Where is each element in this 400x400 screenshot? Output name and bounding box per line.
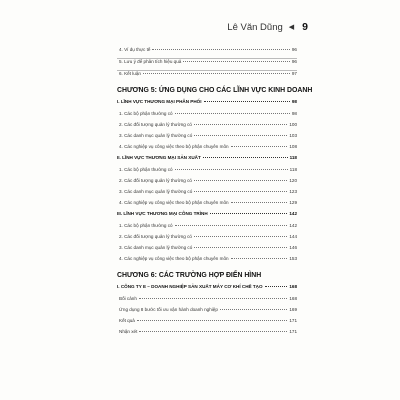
toc-entry xyxy=(117,318,297,329)
toc-entry-title: 2. Các đối tượng quản lý thường có xyxy=(119,234,192,239)
dot-leader xyxy=(194,191,287,192)
toc-entry-title: 4. Các nghiệp vụ công việc theo bộ phận chuyên môn xyxy=(119,256,229,261)
toc-entry-page: 123 xyxy=(289,189,297,194)
dot-leader xyxy=(194,236,287,237)
toc-entry-page: 129 xyxy=(289,200,297,205)
table-of-contents xyxy=(117,47,313,340)
toc-entry xyxy=(117,234,297,245)
toc-section xyxy=(117,211,297,223)
dot-leader xyxy=(175,169,288,170)
toc-entry-title: 1. Các bộ phận thường có xyxy=(119,167,173,172)
running-header xyxy=(227,21,308,33)
toc-entry-page: 168 xyxy=(289,296,297,301)
toc-entry-page: 153 xyxy=(289,256,297,261)
toc-section-title: III. LĨNH VỰC THƯƠNG MẠI CÔNG TRÌNH xyxy=(117,211,208,216)
chapter-heading: CHƯƠNG 6: CÁC TRƯỜNG HỢP ĐIỂN HÌNH xyxy=(117,272,262,279)
toc-entry-title: 1. Các bộ phận thường có xyxy=(119,111,173,116)
toc-entry xyxy=(117,200,297,211)
toc-entry-page: 118 xyxy=(289,167,297,172)
page-number: 9 xyxy=(302,21,308,33)
author-name: Lê Văn Dũng xyxy=(227,21,283,33)
toc-section-page: 142 xyxy=(289,211,297,216)
toc-entry-page: 97 xyxy=(291,71,297,76)
toc-section xyxy=(117,99,297,111)
toc-entry-title: 1. Các bộ phận thường có xyxy=(119,223,173,228)
triangle-left-icon: ◀ xyxy=(288,24,295,31)
toc-entry-title: 6. Kết luận xyxy=(119,71,141,76)
dot-leader xyxy=(139,298,287,299)
toc-entry-title: 3. Các danh mục quản lý thường có xyxy=(119,189,193,194)
toc-entry xyxy=(117,223,297,234)
dot-leader xyxy=(265,286,288,287)
toc-entry xyxy=(117,307,297,318)
toc-entry-title: 5. Lưu ý để phân tích hiệu quả xyxy=(119,59,182,64)
toc-entry-page: 171 xyxy=(289,329,297,334)
toc-entry-page: 98 xyxy=(291,111,297,116)
toc-entry-title: Bối cảnh xyxy=(119,296,137,301)
toc-entry-page: 142 xyxy=(289,223,297,228)
toc-entry-title: 2. Các đối tượng quản lý thường có xyxy=(119,178,192,183)
toc-section-page: 168 xyxy=(289,284,297,289)
toc-section-title: I. LĨNH VỰC THƯƠNG MẠI PHÂN PHỐI xyxy=(117,99,202,104)
toc-entry-title: 4. Ví dụ thực tế xyxy=(119,47,151,52)
toc-section-title: II. LĨNH VỰC THƯƠNG MẠI SẢN XUẤT xyxy=(117,155,201,160)
dot-leader xyxy=(143,73,290,74)
toc-section-page: 118 xyxy=(289,155,297,160)
toc-entry-page: 108 xyxy=(289,144,297,149)
dot-leader xyxy=(139,331,287,332)
dot-leader xyxy=(137,320,287,321)
dot-leader xyxy=(194,247,287,248)
chapter-heading: CHƯƠNG 5: ỨNG DỤNG CHO CÁC LĨNH VỰC KINH DOANH xyxy=(117,87,313,94)
dot-leader xyxy=(175,225,288,226)
toc-entry-page: 96 xyxy=(291,59,297,64)
toc-entry-title: 4. Các nghiệp vụ công việc theo bộ phận chuyên môn xyxy=(119,200,229,205)
toc-section-title: I. CÔNG TY E – DOANH NGHIỆP SẢN XUẤT MÁY CƠ KHÍ CHẾ TẠO xyxy=(117,284,263,289)
dot-leader xyxy=(194,124,287,125)
toc-entry xyxy=(117,71,297,82)
toc-entry-title: 3. Các danh mục quản lý thường có xyxy=(119,133,193,138)
dot-leader xyxy=(210,213,288,214)
toc-entry xyxy=(117,144,297,155)
toc-entry-page: 120 xyxy=(289,178,297,183)
toc-entry xyxy=(117,189,297,200)
toc-entry xyxy=(117,245,297,256)
toc-entry xyxy=(117,59,297,71)
toc-entry-title: Nhận xét xyxy=(119,329,138,334)
toc-entry-title: 4. Các nghiệp vụ công việc theo bộ phận chuyên môn xyxy=(119,144,229,149)
toc-section xyxy=(117,155,297,167)
toc-entry-page: 146 xyxy=(289,245,297,250)
toc-entry xyxy=(117,111,297,122)
dot-leader xyxy=(231,202,288,203)
dot-leader xyxy=(220,309,287,310)
toc-entry xyxy=(117,329,297,340)
toc-entry-page: 100 xyxy=(289,122,297,127)
toc-entry-page: 103 xyxy=(289,133,297,138)
dot-leader xyxy=(183,61,290,62)
toc-entry-page: 169 xyxy=(289,307,297,312)
toc-entry xyxy=(117,256,297,267)
toc-entry-title: Kết quả xyxy=(119,318,135,323)
dot-leader xyxy=(203,157,288,158)
toc-entry-title: 3. Các danh mục quản lý thường có xyxy=(119,245,193,250)
toc-entry xyxy=(117,47,297,59)
toc-entry xyxy=(117,167,297,178)
toc-entry xyxy=(117,178,297,189)
dot-leader xyxy=(194,180,287,181)
dot-leader xyxy=(194,135,287,136)
toc-entry-title: Ứng dụng 8 bước tối ưu vận hành doanh nghiệp xyxy=(119,307,218,312)
dot-leader xyxy=(152,49,289,50)
toc-section xyxy=(117,284,297,296)
toc-entry-page: 144 xyxy=(289,234,297,239)
dot-leader xyxy=(175,113,290,114)
toc-entry-title: 2. Các đối tượng quản lý thường có xyxy=(119,122,192,127)
dot-leader xyxy=(231,146,288,147)
toc-entry-page: 171 xyxy=(289,318,297,323)
dot-leader xyxy=(204,101,290,102)
toc-section-page: 98 xyxy=(291,99,297,104)
toc-entry xyxy=(117,296,297,307)
toc-entry xyxy=(117,133,297,144)
toc-entry xyxy=(117,122,297,133)
dot-leader xyxy=(231,258,288,259)
toc-entry-page: 96 xyxy=(291,47,297,52)
